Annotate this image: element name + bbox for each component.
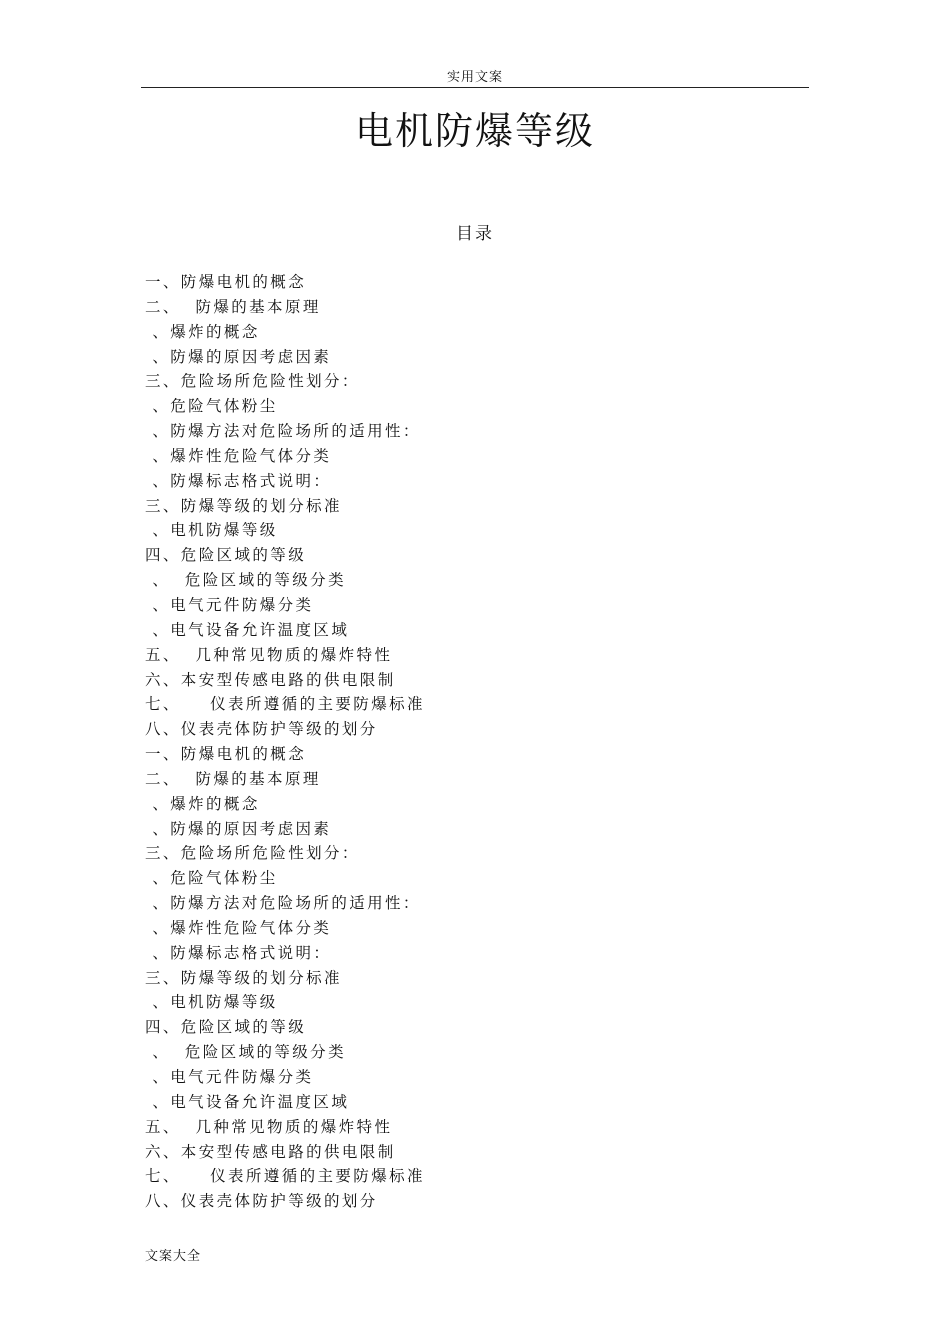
document-title: 电机防爆等级 [354, 109, 595, 153]
toc-item[interactable]: 、危险气体粉尘 [145, 397, 278, 416]
toc-item[interactable]: 、电气设备允许温度区域 [145, 620, 350, 639]
toc-item[interactable]: 三、危险场所危险性划分： [145, 372, 360, 391]
toc-item[interactable]: 、 危险区域的等级分类 [145, 1043, 346, 1062]
toc-item[interactable]: 四、危险区域的等级 [145, 1018, 307, 1037]
toc-item[interactable]: 、爆炸性危险气体分类 [145, 446, 332, 465]
toc-item[interactable]: 六、本安型传感电路的供电限制 [145, 1142, 396, 1161]
toc-item[interactable]: 、爆炸性危险气体分类 [145, 918, 332, 937]
toc-item[interactable]: 二、 防爆的基本原理 [145, 769, 321, 788]
toc-item[interactable]: 四、危险区域的等级 [145, 546, 307, 565]
page-header: 实用文案 [446, 70, 503, 85]
toc-item[interactable]: 六、本安型传感电路的供电限制 [145, 670, 396, 689]
toc-item[interactable]: 八、仪表壳体防护等级的划分 [145, 1192, 378, 1211]
toc-item[interactable]: 、防爆的原因考虑因素 [145, 347, 332, 366]
toc-item[interactable]: 、电机防爆等级 [145, 993, 278, 1012]
toc-item[interactable]: 、电气元件防爆分类 [145, 595, 314, 614]
toc-item[interactable]: 三、防爆等级的划分标准 [145, 496, 342, 515]
toc-item[interactable]: 、 危险区域的等级分类 [145, 571, 346, 590]
toc-item[interactable]: 七、 仪表所遵循的主要防爆标准 [145, 1167, 425, 1186]
toc-item[interactable]: 、防爆方法对危险场所的适用性： [145, 894, 421, 913]
toc-item[interactable]: 三、危险场所危险性划分： [145, 844, 360, 863]
toc-item[interactable]: 、电气元件防爆分类 [145, 1068, 314, 1086]
toc-heading: 目录 [456, 224, 494, 244]
toc-item[interactable]: 、电机防爆等级 [145, 521, 278, 540]
toc-item[interactable]: 八、仪表壳体防护等级的划分 [145, 720, 378, 739]
toc-item[interactable]: 、防爆标志格式说明： [145, 471, 332, 490]
toc-item[interactable]: 、防爆标志格式说明： [145, 943, 332, 962]
toc-item[interactable]: 五、 几种常见物质的爆炸特性 [145, 1117, 393, 1136]
header-divider [141, 87, 809, 88]
page-footer: 文案大全 [145, 1249, 202, 1264]
toc-item[interactable]: 、爆炸的概念 [145, 794, 260, 813]
toc-item[interactable]: 七、 仪表所遵循的主要防爆标准 [145, 695, 425, 714]
toc-item[interactable]: 三、防爆等级的划分标准 [145, 968, 342, 987]
toc-item[interactable]: 一、防爆电机的概念 [145, 745, 307, 764]
toc-item[interactable]: 、电气设备允许温度区域 [145, 1092, 350, 1111]
toc-item[interactable]: 二、 防爆的基本原理 [145, 297, 321, 316]
toc-item[interactable]: 、爆炸的概念 [145, 322, 260, 341]
toc-item[interactable]: 、防爆的原因考虑因素 [145, 819, 332, 838]
toc-item[interactable]: 五、 几种常见物质的爆炸特性 [145, 645, 393, 664]
toc-item[interactable]: 、危险气体粉尘 [145, 869, 278, 888]
toc-item[interactable]: 一、防爆电机的概念 [145, 273, 307, 291]
toc-item[interactable]: 、防爆方法对危险场所的适用性： [145, 422, 421, 441]
table-of-contents [145, 270, 425, 1214]
